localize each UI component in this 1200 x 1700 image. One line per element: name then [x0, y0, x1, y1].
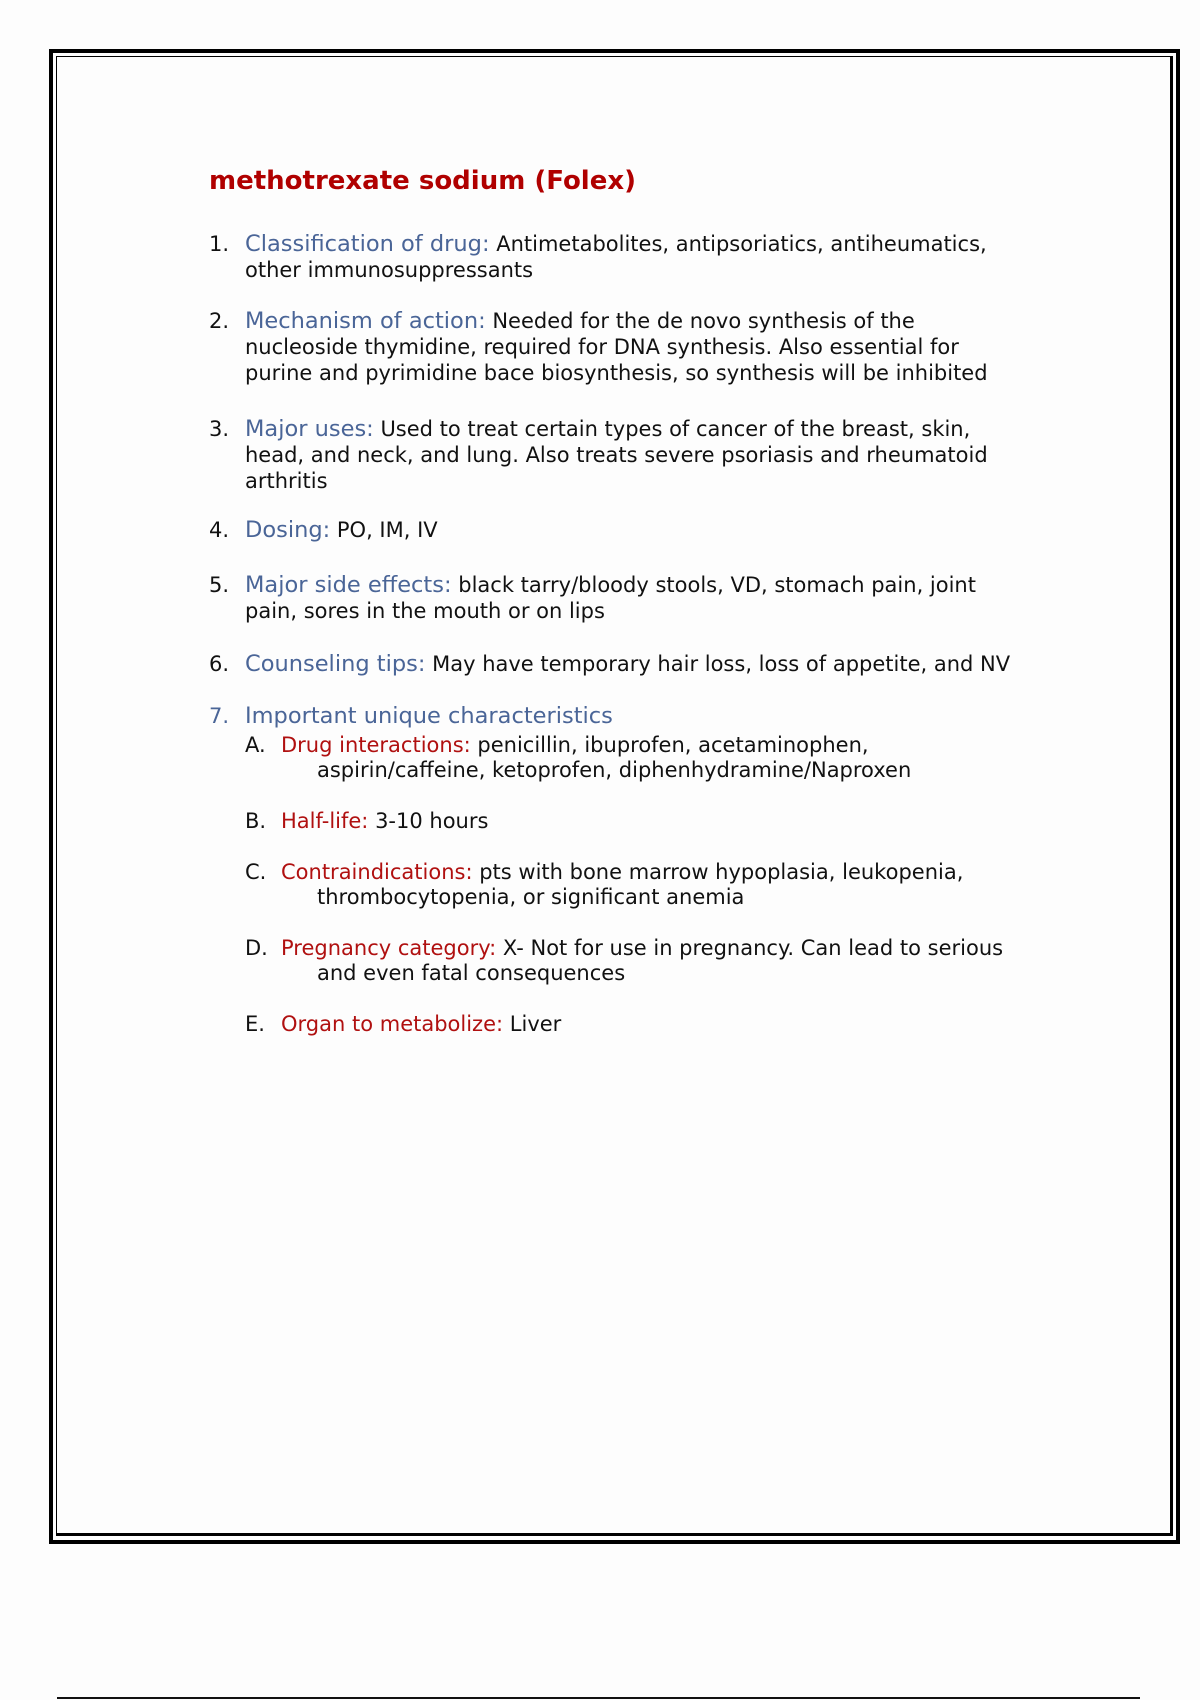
sub-text: Liver [509, 1012, 562, 1036]
item-label: Mechanism of action: [245, 308, 486, 334]
item-text: PO, IM, IV [336, 518, 438, 542]
item-text: Needed for the de novo synthesis of the [492, 309, 915, 333]
item-text: black tarry/bloody stools, VD, stomach pain, joint [458, 573, 976, 597]
item-text: head, and neck, and lung. Also treats severe psoriasis and rheumatoid [245, 443, 988, 467]
list-item [209, 651, 1089, 677]
item-text: Antimetabolites, antipsoriatics, antiheumatics, [496, 232, 987, 256]
footer-divider [57, 1697, 1140, 1699]
sub-letter: D. [245, 936, 268, 960]
item-text: purine and pyrimidine bace biosynthesis, so synthesis will be inhibited [245, 361, 988, 385]
list-item [209, 703, 1089, 729]
sub-label: Drug interactions: [281, 733, 471, 757]
item-label: Major uses: [245, 416, 374, 442]
list-number: 1. [209, 232, 230, 256]
item-label: Important unique characteristics [245, 703, 613, 729]
sub-text: pts with bone marrow hypoplasia, leukopenia, [479, 860, 964, 884]
sub-label: Contraindications: [281, 860, 473, 884]
item-text: arthritis [245, 469, 328, 493]
sub-text: thrombocytopenia, or significant anemia [317, 885, 745, 909]
sub-text: 3-10 hours [375, 809, 489, 833]
list-item [209, 231, 1089, 283]
list-item [209, 572, 1089, 624]
list-item [209, 416, 1089, 494]
list-number: 2. [209, 309, 230, 333]
sub-label: Half-life: [281, 809, 369, 833]
item-label: Counseling tips: [245, 651, 426, 677]
item-label: Classification of drug: [245, 231, 490, 257]
list-number: 6. [209, 652, 230, 676]
item-text: Used to treat certain types of cancer of the breast, skin, [380, 417, 971, 441]
sub-text: penicillin, ibuprofen, acetaminophen, [477, 733, 869, 757]
sub-text: and even fatal consequences [317, 961, 626, 985]
sub-letter: B. [245, 809, 267, 833]
sub-list-item [245, 936, 1075, 986]
sub-label: Pregnancy category: [281, 936, 497, 960]
sub-text: aspirin/caffeine, ketoprofen, diphenhydramine/Naproxen [317, 758, 912, 782]
list-number: 4. [209, 518, 230, 542]
list-number: 3. [209, 417, 230, 441]
item-text: May have temporary hair loss, loss of appetite, and NV [432, 652, 1011, 676]
list-item [209, 517, 1089, 543]
sub-list-item [245, 860, 1075, 910]
item-text: nucleoside thymidine, required for DNA synthesis. Also essential for [245, 335, 959, 359]
list-number: 7. [209, 704, 230, 728]
list-item [209, 308, 1089, 386]
sub-label: Organ to metabolize: [281, 1012, 504, 1036]
sub-letter: A. [245, 733, 266, 757]
page-title: methotrexate sodium (Folex) [209, 166, 637, 196]
item-text: pain, sores in the mouth or on lips [245, 599, 605, 623]
sub-list-item [245, 733, 1075, 783]
item-text: other immunosuppressants [245, 258, 534, 282]
list-number: 5. [209, 573, 230, 597]
item-label: Major side effects: [245, 572, 452, 598]
sub-list-item [245, 1012, 1075, 1037]
item-label: Dosing: [245, 517, 331, 543]
sub-text: X- Not for use in pregnancy. Can lead to serious [502, 936, 1004, 960]
sub-letter: E. [245, 1012, 265, 1036]
sub-list-item [245, 809, 1075, 834]
sub-letter: C. [245, 860, 267, 884]
